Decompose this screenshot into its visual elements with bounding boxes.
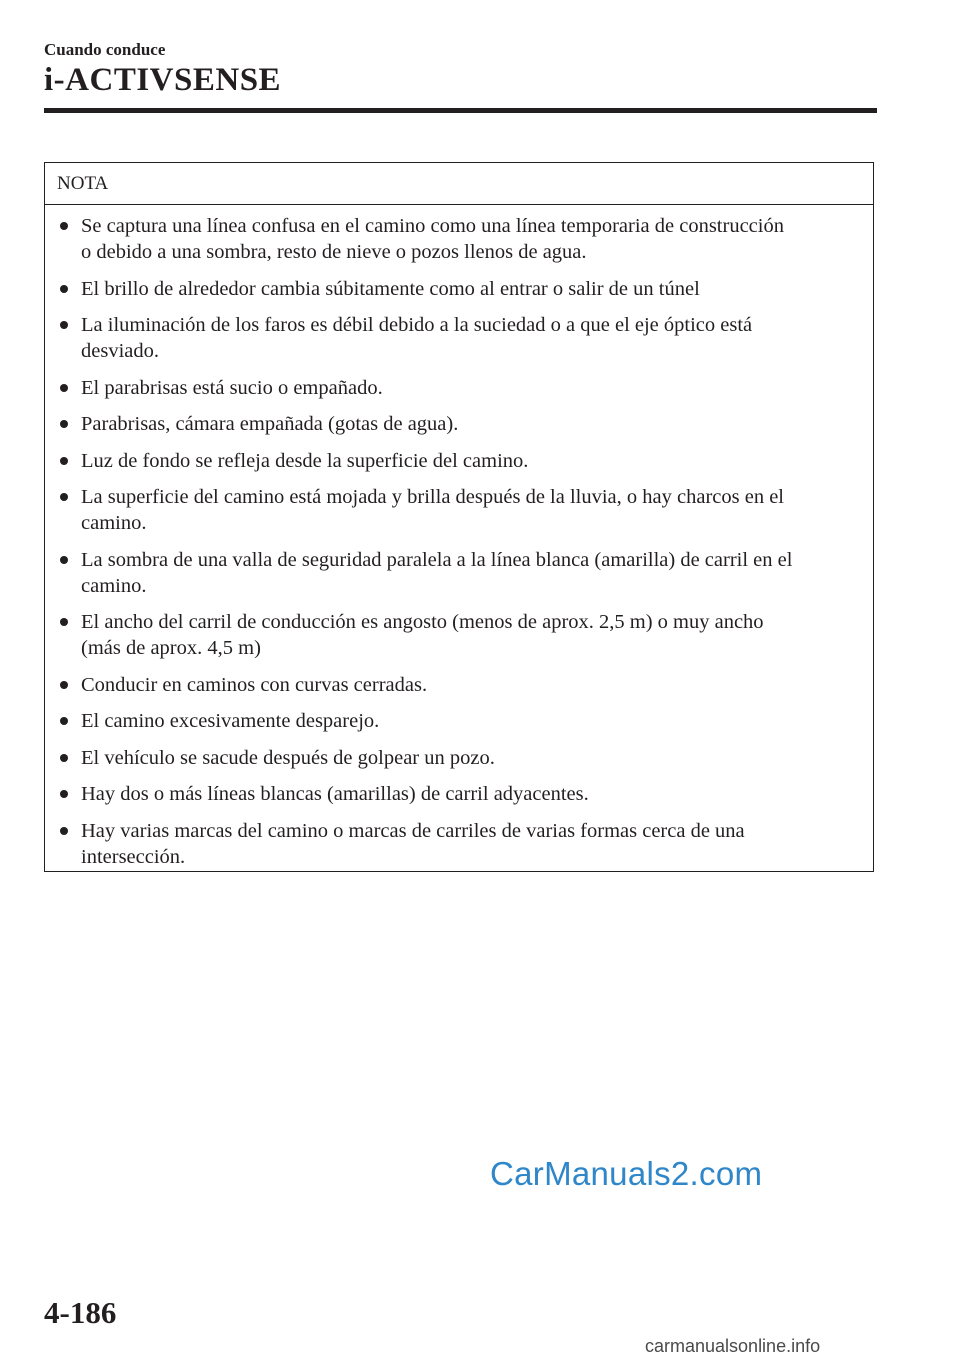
note-item-line: El ancho del carril de conducción es angosto (menos de aprox. 2,5 m) o muy ancho [81,611,764,633]
note-item-line: Luz de fondo se refleja desde la superficie del camino. [81,449,529,472]
note-list-item [57,375,865,401]
watermark-footer: carmanualsonline.info [645,1336,821,1356]
note-item-line: desviado. [81,340,159,362]
bullet-icon [60,321,68,329]
note-list-item [57,781,865,807]
note-list-item [57,411,865,437]
note-list-item [57,276,865,302]
note-item-line: Conducir en caminos con curvas cerradas. [81,673,428,696]
note-list-item [57,547,865,599]
note-list-item [57,213,865,265]
note-item-line: (más de aprox. 4,5 m) [81,637,261,659]
note-item-line: Se captura una línea confusa en el camino como una línea temporaria de construcción [81,215,784,237]
note-item-line: La iluminación de los faros es débil debido a la suciedad o a que el eje óptico está [81,314,753,336]
note-item-line: La superficie del camino está mojada y brilla después de la lluvia, o hay charcos en el [81,486,784,508]
bullet-icon [60,827,68,835]
note-item-line: El vehículo se sacude después de golpear un pozo. [81,746,495,769]
chapter-title: i-ACTIVSENSE [44,62,282,98]
bullet-icon [60,384,68,392]
note-list-item [57,312,865,364]
note-list-item [57,672,865,698]
note-list-item [57,745,865,771]
bullet-icon [60,493,68,501]
bullet-icon [60,222,68,230]
note-box [44,162,874,872]
bullet-icon [60,790,68,798]
note-list-item [57,708,865,734]
note-item-line: El camino excesivamente desparejo. [81,710,380,732]
note-item-line: o debido a una sombra, resto de nieve o pozos llenos de agua. [81,241,587,263]
bullet-icon [60,681,68,689]
note-item-line: El parabrisas está sucio o empañado. [81,376,383,399]
bullet-icon [60,556,68,564]
note-list-item [57,609,865,661]
bullet-icon [60,420,68,428]
header-rule [44,108,877,113]
bullet-icon [60,618,68,626]
note-heading: NOTA [45,163,873,205]
bullet-icon [60,285,68,293]
bullet-icon [60,754,68,762]
note-item-line: La sombra de una valla de seguridad paralela a la línea blanca (amarilla) de carril en el [81,548,793,571]
note-list-item [57,484,865,536]
section-label: Cuando conduce [44,40,166,59]
note-list-item [57,448,865,474]
note-item-line: camino. [81,512,147,534]
note-item-line: intersección. [81,845,186,868]
note-item-line: camino. [81,574,147,597]
note-item-line: El brillo de alrededor cambia súbitamente como al entrar o salir de un túnel [81,277,700,300]
bullet-icon [60,457,68,465]
note-item-line: Hay dos o más líneas blancas (amarillas) de carril adyacentes. [81,783,589,805]
watermark-logo: CarManuals2.com [490,1155,763,1192]
bullet-icon [60,717,68,725]
note-list-item [57,818,865,870]
note-item-line: Hay varias marcas del camino o marcas de carriles de varias formas cerca de una [81,819,745,842]
page-number: 4-186 [44,1295,117,1330]
note-list [45,205,873,870]
note-item-line: Parabrisas, cámara empañada (gotas de agua). [81,413,459,435]
